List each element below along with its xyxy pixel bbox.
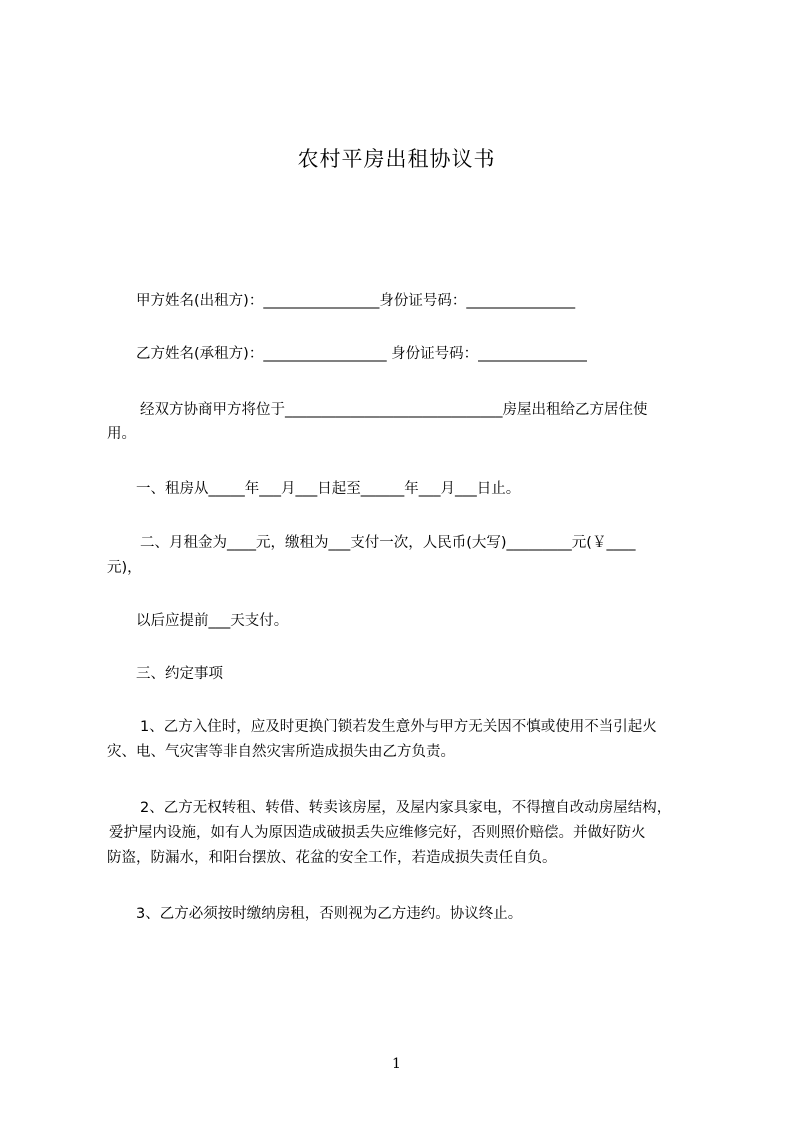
clause-2-line-1: 二、月租金为____元，缴租为___支付一次，人民币(大写)_________元(￥____ — [140, 535, 636, 551]
page-number: 1 — [392, 1056, 401, 1072]
item-1-line-2: 灾、电、气灾害等非自然灾害所造成损失由乙方负责。 — [107, 744, 455, 760]
item-1-line-1: 1、乙方入住时，应及时更换门锁若发生意外与甲方无关因不慎或使用不当引起火 — [140, 719, 657, 735]
clause-2-line-3: 以后应提前___天支付。 — [136, 613, 289, 629]
intro-line-1: 经双方协商甲方将位于______________________________房屋出租给乙方居住使 — [140, 402, 648, 418]
intro-line-2: 用。 — [107, 426, 136, 442]
party-b-line: 乙方姓名(承租方)：_________________ 身份证号码：_______________ — [136, 346, 587, 362]
clause-2-line-2: 元)， — [107, 560, 142, 576]
party-a-line: 甲方姓名(出租方)：________________身份证号码：_______________ — [136, 293, 576, 309]
item-2-line-1: 2、乙方无权转租、转借、转卖该房屋，及屋内家具家电，不得擅自改动房屋结构， — [140, 800, 672, 816]
page-title: 农村平房出租协议书 — [297, 147, 496, 171]
item-2-line-3: 防盗，防漏水，和阳台摆放、花盆的安全工作，若造成损失责任自负。 — [107, 850, 557, 866]
clause-3-heading: 三、约定事项 — [136, 666, 223, 682]
clause-1: 一、租房从_____年___月___日起至______年___月___日止。 — [136, 481, 521, 497]
item-2-line-2: 爱护屋内设施，如有人为原因造成破损丢失应维修完好，否则照价赔偿。并做好防火 — [109, 825, 646, 841]
item-3: 3、乙方必须按时缴纳房租，否则视为乙方违约。协议终止。 — [136, 906, 523, 922]
